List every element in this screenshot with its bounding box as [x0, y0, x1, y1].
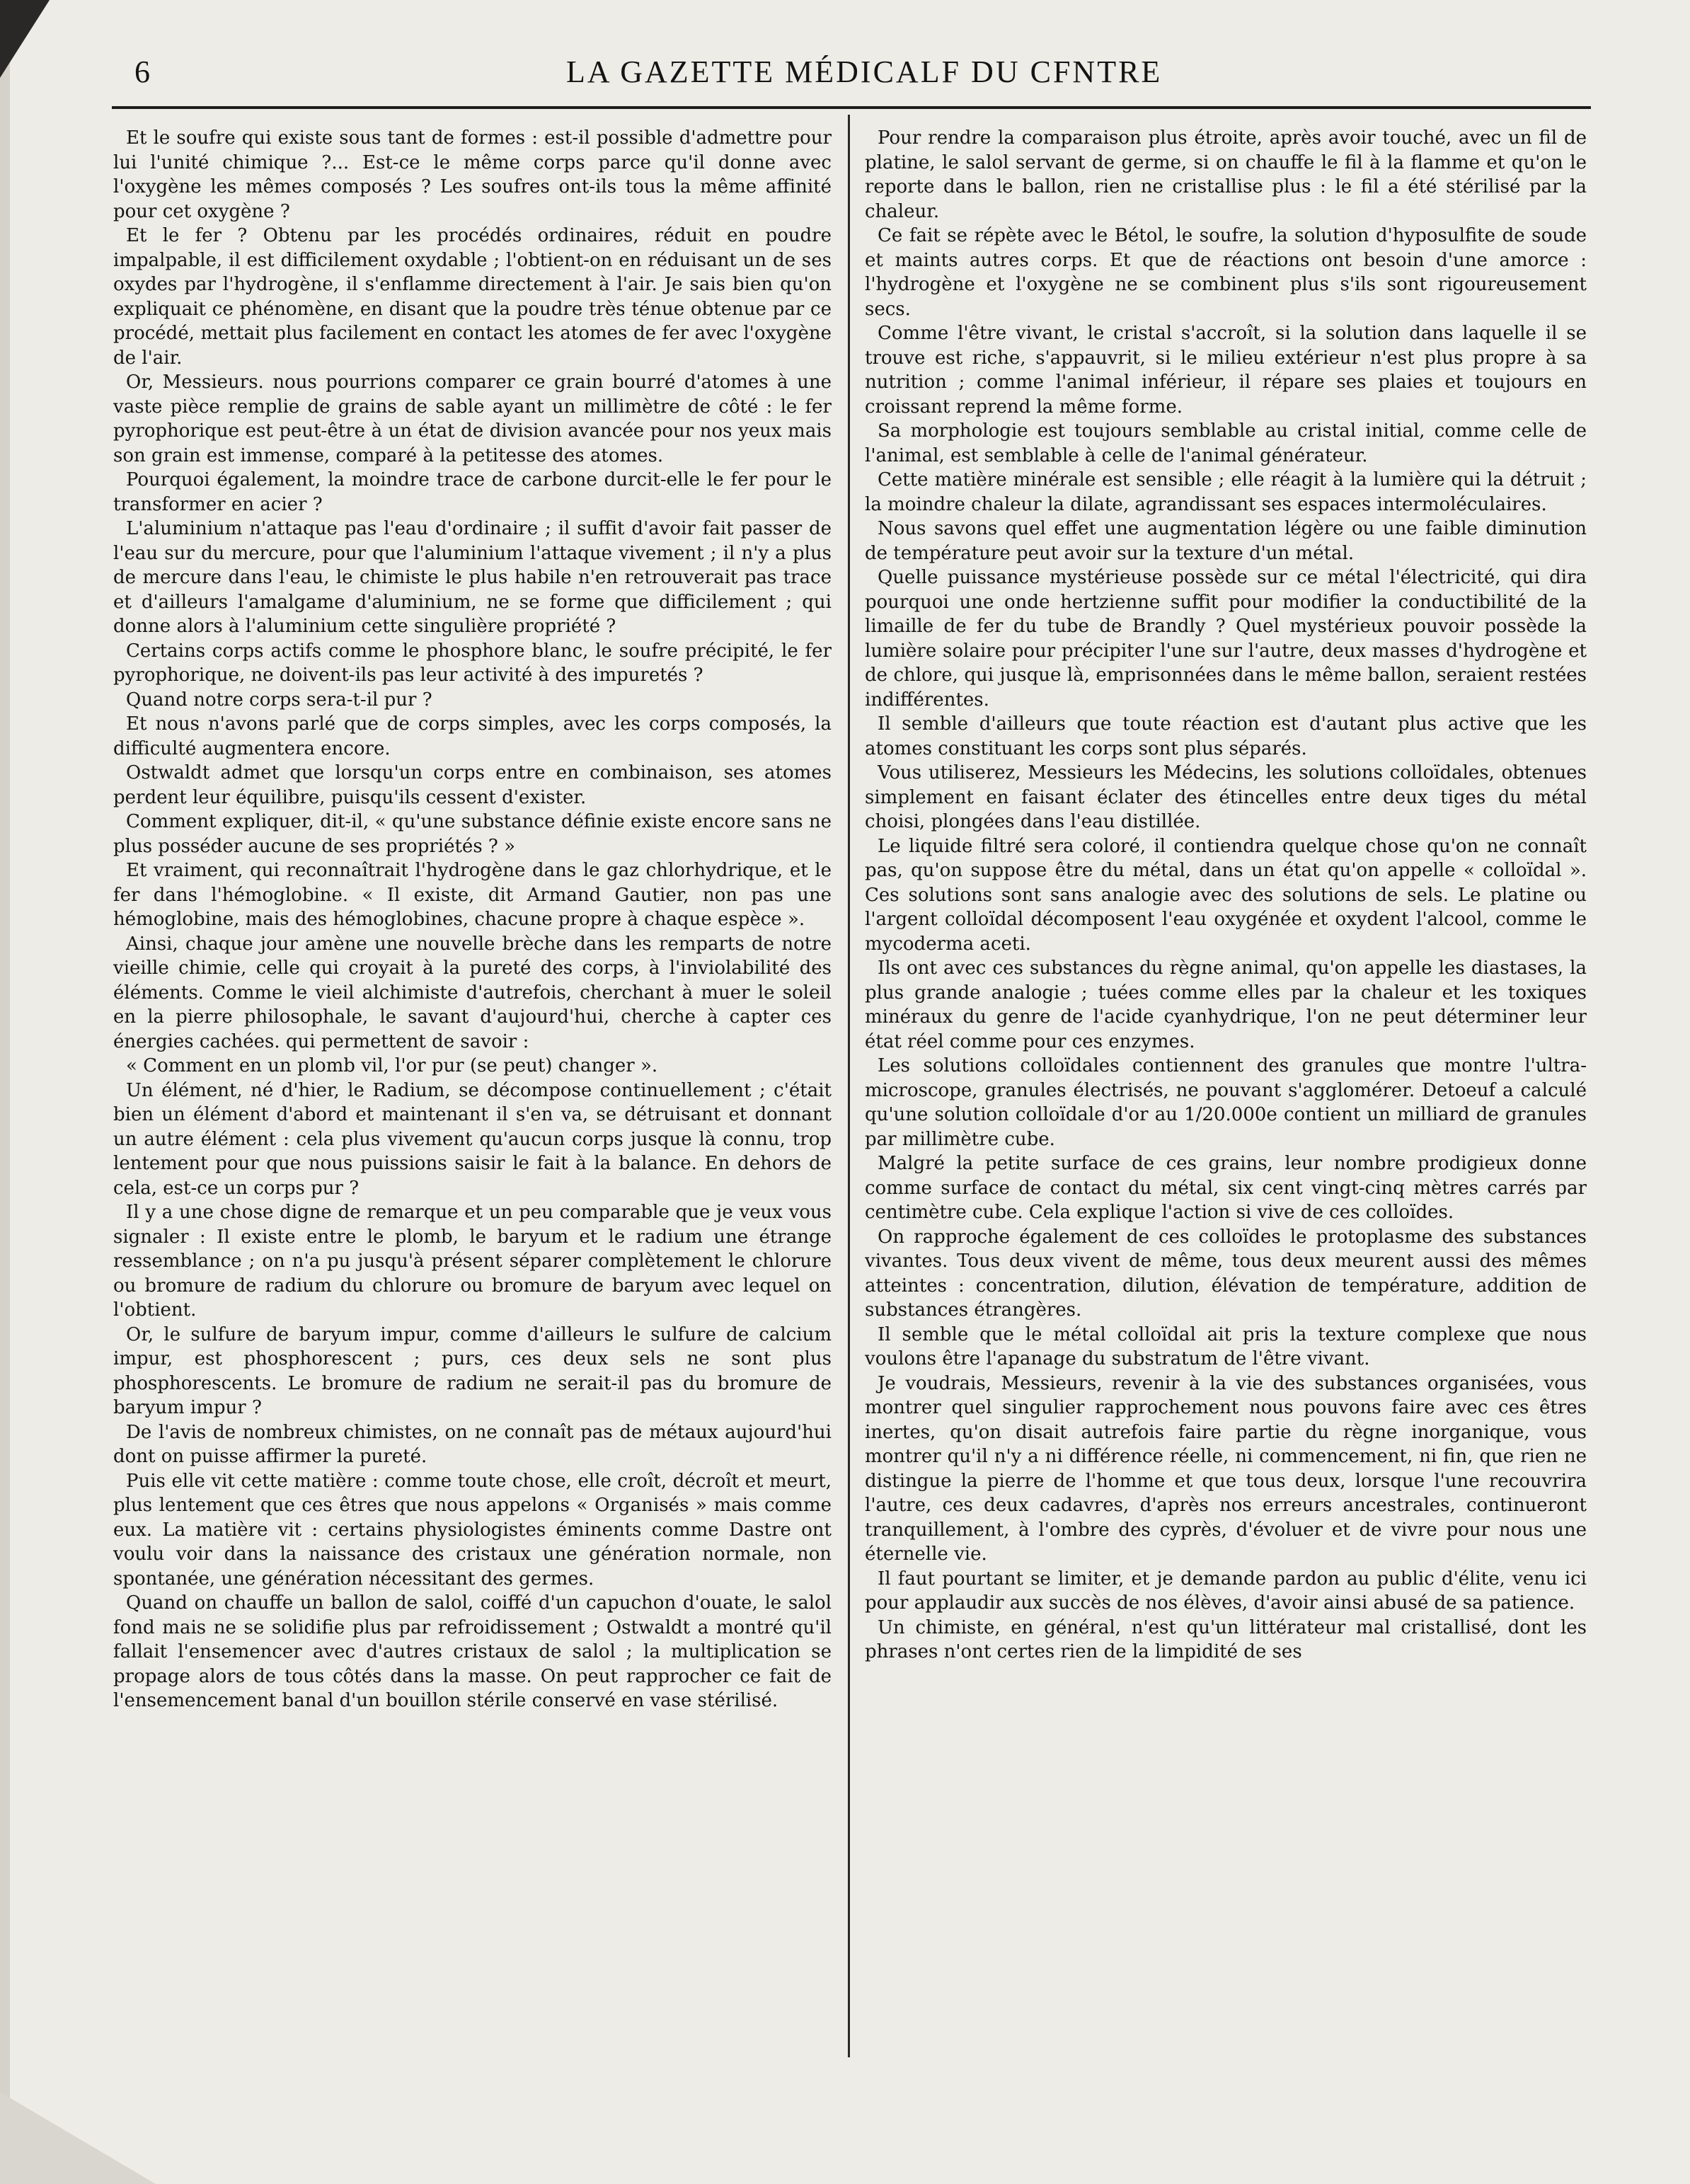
paragraph: Ce fait se répète avec le Bétol, le soufre, la solution d'hyposulfite de soude et maints autres corps. Et que de réactions ont besoin d'une amorce : l'hydrogène et l'oxygène ne se combinent plus s'ils sont rigoureusement secs. [865, 225, 1587, 320]
left-column [113, 126, 832, 2069]
paragraph: Quand notre corps sera-t-il pur ? [126, 689, 432, 711]
paragraph: Les solutions colloïdales contiennent des granules que montre l'ultra-microscope, granules électrisés, ne pouvant s'agglomérer. Detoeuf a calculé qu'une solution colloïdale d'or au 1/20.000e contient un milliard de granules par millimètre cube. [865, 1055, 1587, 1150]
paragraph: Et le fer ? Obtenu par les procédés ordinaires, réduit en poudre impalpable, il est difficilement oxydable ; l'obtient-on en réduisant un de ses oxydes par l'hydrogène, il s'enflamme directement à l'air. Je sais bien qu'on expliquait ce phénomène, en disant que la poudre très ténue obtenue par ce procédé, mettait plus facilement en contact les atomes de fer avec l'oxygène de l'air. [113, 225, 832, 369]
paragraph: Il semble d'ailleurs que toute réaction est d'autant plus active que les atomes constituant les corps sont plus séparés. [865, 713, 1587, 759]
paragraph: Un chimiste, en général, n'est qu'un littérateur mal cristallisé, dont les phrases n'ont certes rien de la limpidité de ses [865, 1616, 1587, 1662]
paragraph: Sa morphologie est toujours semblable au cristal initial, comme celle de l'animal, est semblable à celle de l'animal générateur. [865, 420, 1587, 466]
paragraph: « Comment en un plomb vil, l'or pur (se peut) changer ». [126, 1055, 658, 1076]
paragraph: Nous savons quel effet une augmentation légère ou une faible diminution de température peut avoir sur la texture d'un métal. [865, 518, 1587, 564]
paragraph: Le liquide filtré sera coloré, il contiendra quelque chose qu'on ne connaît pas, qu'on suppose être du métal, dans un état qu'on appelle « colloïdal ». Ces solutions sont sans analogie avec des solutions de sels. Le platine ou l'argent colloïdal décomposent l'eau oxygénée et oxydent l'alcool, comme le mycoderma aceti. [865, 835, 1587, 955]
paragraph: Ainsi, chaque jour amène une nouvelle brèche dans les remparts de notre vieille chimie, celle qui croyait à la pureté des corps, à l'inviolabilité des éléments. Comme le vieil alchimiste d'autrefois, cherchant à muer le soleil en la pierre philosophale, le savant d'aujourd'hui, cherche à capter ces énergies cachées. qui permettent de savoir : [113, 933, 832, 1052]
paragraph: L'aluminium n'attaque pas l'eau d'ordinaire ; il suffit d'avoir fait passer de l'eau sur du mercure, pour que l'aluminium l'attaque vivement ; il n'y a plus de mercure dans l'eau, le chimiste le plus habile n'en retrouverait pas trace et d'ailleurs l'amalgame d'aluminium, ne se forme que difficilement ; qui donne alors à l'aluminium cette singulière propriété ? [113, 518, 832, 637]
paragraph: Vous utiliserez, Messieurs les Médecins, les solutions colloïdales, obtenues simplement en faisant éclater des étincelles entre deux tiges du métal choisi, plongées dans l'eau distillée. [865, 762, 1587, 832]
folded-corner [0, 2092, 156, 2184]
paragraph: Ostwaldt admet que lorsqu'un corps entre en combinaison, ses atomes perdent leur équilibre, puisqu'ils cessent d'exister. [113, 762, 832, 808]
paragraph: Cette matière minérale est sensible ; elle réagit à la lumière qui la détruit ; la moindre chaleur la dilate, agrandissant ses espaces intermoléculaires. [865, 469, 1587, 515]
paragraph: Et vraiment, qui reconnaîtrait l'hydrogène dans le gaz chlorhydrique, et le fer dans l'hémoglobine. « Il existe, dit Armand Gautier, non pas une hémoglobine, mais des hémoglobines, chacune propre à chaque espèce ». [113, 860, 832, 930]
paragraph: Il semble que le métal colloïdal ait pris la texture complexe que nous voulons être l'apanage du substratum de l'être vivant. [865, 1323, 1587, 1369]
paragraph: Il faut pourtant se limiter, et je demande pardon au public d'élite, venu ici pour applaudir aux succès de nos élèves, d'avoir ainsi abusé de sa patience. [865, 1568, 1587, 1614]
header-rule [112, 106, 1591, 109]
paragraph: Je voudrais, Messieurs, revenir à la vie des substances organisées, vous montrer quel singulier rapprochement nous pouvons faire avec ces êtres inertes, qu'on disait autrefois faire partie du règne inorganique, vous montrer qu'il n'y a ni différence réelle, ni commencement, ni fin, que rien ne distingue la pierre de l'homme et que tous deux, lorsque l'une recouvrira l'autre, ces deux cadavres, d'après nos erreurs ancestrales, continueront tranquillement, à l'ombre des cyprès, d'évoluer et de vivre pour nous une éternelle vie. [865, 1372, 1587, 1565]
torn-corner [0, 0, 50, 78]
paragraph: Puis elle vit cette matière : comme toute chose, elle croît, décroît et meurt, plus lentement que ces êtres que nous appelons « Organisés » mais comme eux. La matière vit : certains physiologistes éminents comme Dastre ont voulu voir dans la naissance des cristaux une génération normale, non spontanée, une génération nécessitant des germes. [113, 1470, 832, 1590]
paragraph: Il y a une chose digne de remarque et un peu comparable que je veux vous signaler : Il existe entre le plomb, le baryum et le radium une étrange ressemblance ; on n'a pu jusqu'à présent séparer complètement le chlorure ou bromure de radium du chlorure ou bromure de baryum avec lequel on l'obtient. [113, 1202, 832, 1321]
paragraph: Pour rendre la comparaison plus étroite, après avoir touché, avec un fil de platine, le salol servant de germe, si on chauffe le fil à la flamme et qu'on le reporte dans le ballon, rien ne cristallise plus : le fil a été stérilisé par la chaleur. [865, 127, 1587, 222]
page-edge-shadow [0, 0, 10, 2184]
paragraph: Quand on chauffe un ballon de salol, coiffé d'un capuchon d'ouate, le salol fond mais ne se solidifie plus par refroidissement ; Ostwaldt a montré qu'il fallait l'ensemencer avec d'autres cristaux de salol ; la multiplication se propage alors de tous côtés dans la masse. On peut rapprocher ce fait de l'ensemencement banal d'un bouillon stérile conservé en vase stérilisé. [113, 1592, 832, 1711]
paragraph: Comment expliquer, dit-il, « qu'une substance définie existe encore sans ne plus posséder aucune de ses propriétés ? » [113, 811, 832, 857]
paragraph: De l'avis de nombreux chimistes, on ne connaît pas de métaux aujourd'hui dont on puisse affirmer la pureté. [113, 1421, 832, 1467]
paragraph: Malgré la petite surface de ces grains, leur nombre prodigieux donne comme surface de contact du métal, six cent vingt-cinq mètres carrés par centimètre cube. Cela explique l'action si vive de ces colloïdes. [865, 1153, 1587, 1223]
paragraph: On rapproche également de ces colloïdes le protoplasme des substances vivantes. Tous deux vivent de même, tous deux meurent aussi des mêmes atteintes : concentration, dilution, élévation de température, addition de substances étrangères. [865, 1226, 1587, 1321]
paragraph: Or, le sulfure de baryum impur, comme d'ailleurs le sulfure de calcium impur, est phosphorescent ; purs, ces deux sels ne sont plus phosphorescents. Le bromure de radium ne serait-il pas du bromure de baryum impur ? [113, 1323, 832, 1418]
column-divider [848, 115, 850, 2057]
paragraph: Un élément, né d'hier, le Radium, se décompose continuellement ; c'était bien un élément d'abord et maintenant il s'en va, se détruisant et donnant un autre élément : cela plus vivement qu'aucun corps jusque là connu, trop lentement pour que nous puissions saisir le fait à la balance. En dehors de cela, est-ce un corps pur ? [113, 1079, 832, 1199]
paragraph: Et le soufre qui existe sous tant de formes : est-il possible d'admettre pour lui l'unité chimique ?... Est-ce le même corps parce qu'il donne avec l'oxygène les mêmes composés ? Les soufres ont-ils tous la même affinité pour cet oxygène ? [113, 127, 832, 222]
paragraph: Pourquoi également, la moindre trace de carbone durcit-elle le fer pour le transformer en acier ? [113, 469, 832, 515]
page-number: 6 [134, 54, 150, 89]
right-column [865, 126, 1587, 2069]
paragraph: Quelle puissance mystérieuse possède sur ce métal l'électricité, qui dira pourquoi une onde hertzienne suffit pour modifier la conductibilité de la limaille de fer du tube de Brandly ? Quel mystérieux pouvoir possède la lumière solaire pour précipiter l'une sur l'autre, deux masses d'hydrogène et de chlore, qui jusque là, emprisonnées dans le même ballon, seraient restées indifférentes. [865, 567, 1587, 711]
journal-title: LA GAZETTE MÉDICALF DU CFNTRE [566, 54, 1163, 89]
paragraph: Et nous n'avons parlé que de corps simples, avec les corps composés, la difficulté augmentera encore. [113, 713, 832, 759]
paragraph: Comme l'être vivant, le cristal s'accroît, si la solution dans laquelle il se trouve est riche, s'appauvrit, si le milieu extérieur n'est plus propre à sa nutrition ; comme l'animal inférieur, il répare ses plaies et toujours en croissant reprend la même forme. [865, 323, 1587, 418]
paragraph: Certains corps actifs comme le phosphore blanc, le soufre précipité, le fer pyrophorique, ne doivent-ils pas leur activité à des impuretés ? [113, 640, 832, 686]
paragraph: Ils ont avec ces substances du règne animal, qu'on appelle les diastases, la plus grande analogie ; tuées comme elles par la chaleur et les toxiques minéraux du genre de l'acide cyanhydrique, l'on ne peut déterminer leur état réel comme pour ces enzymes. [865, 958, 1587, 1052]
paragraph: Or, Messieurs. nous pourrions comparer ce grain bourré d'atomes à une vaste pièce remplie de grains de sable ayant un millimètre de côté : le fer pyrophorique est peut-être à un état de division avancée pour nos yeux mais son grain est immense, comparé à la petitesse des atomes. [113, 372, 832, 466]
page-header [134, 51, 1585, 93]
